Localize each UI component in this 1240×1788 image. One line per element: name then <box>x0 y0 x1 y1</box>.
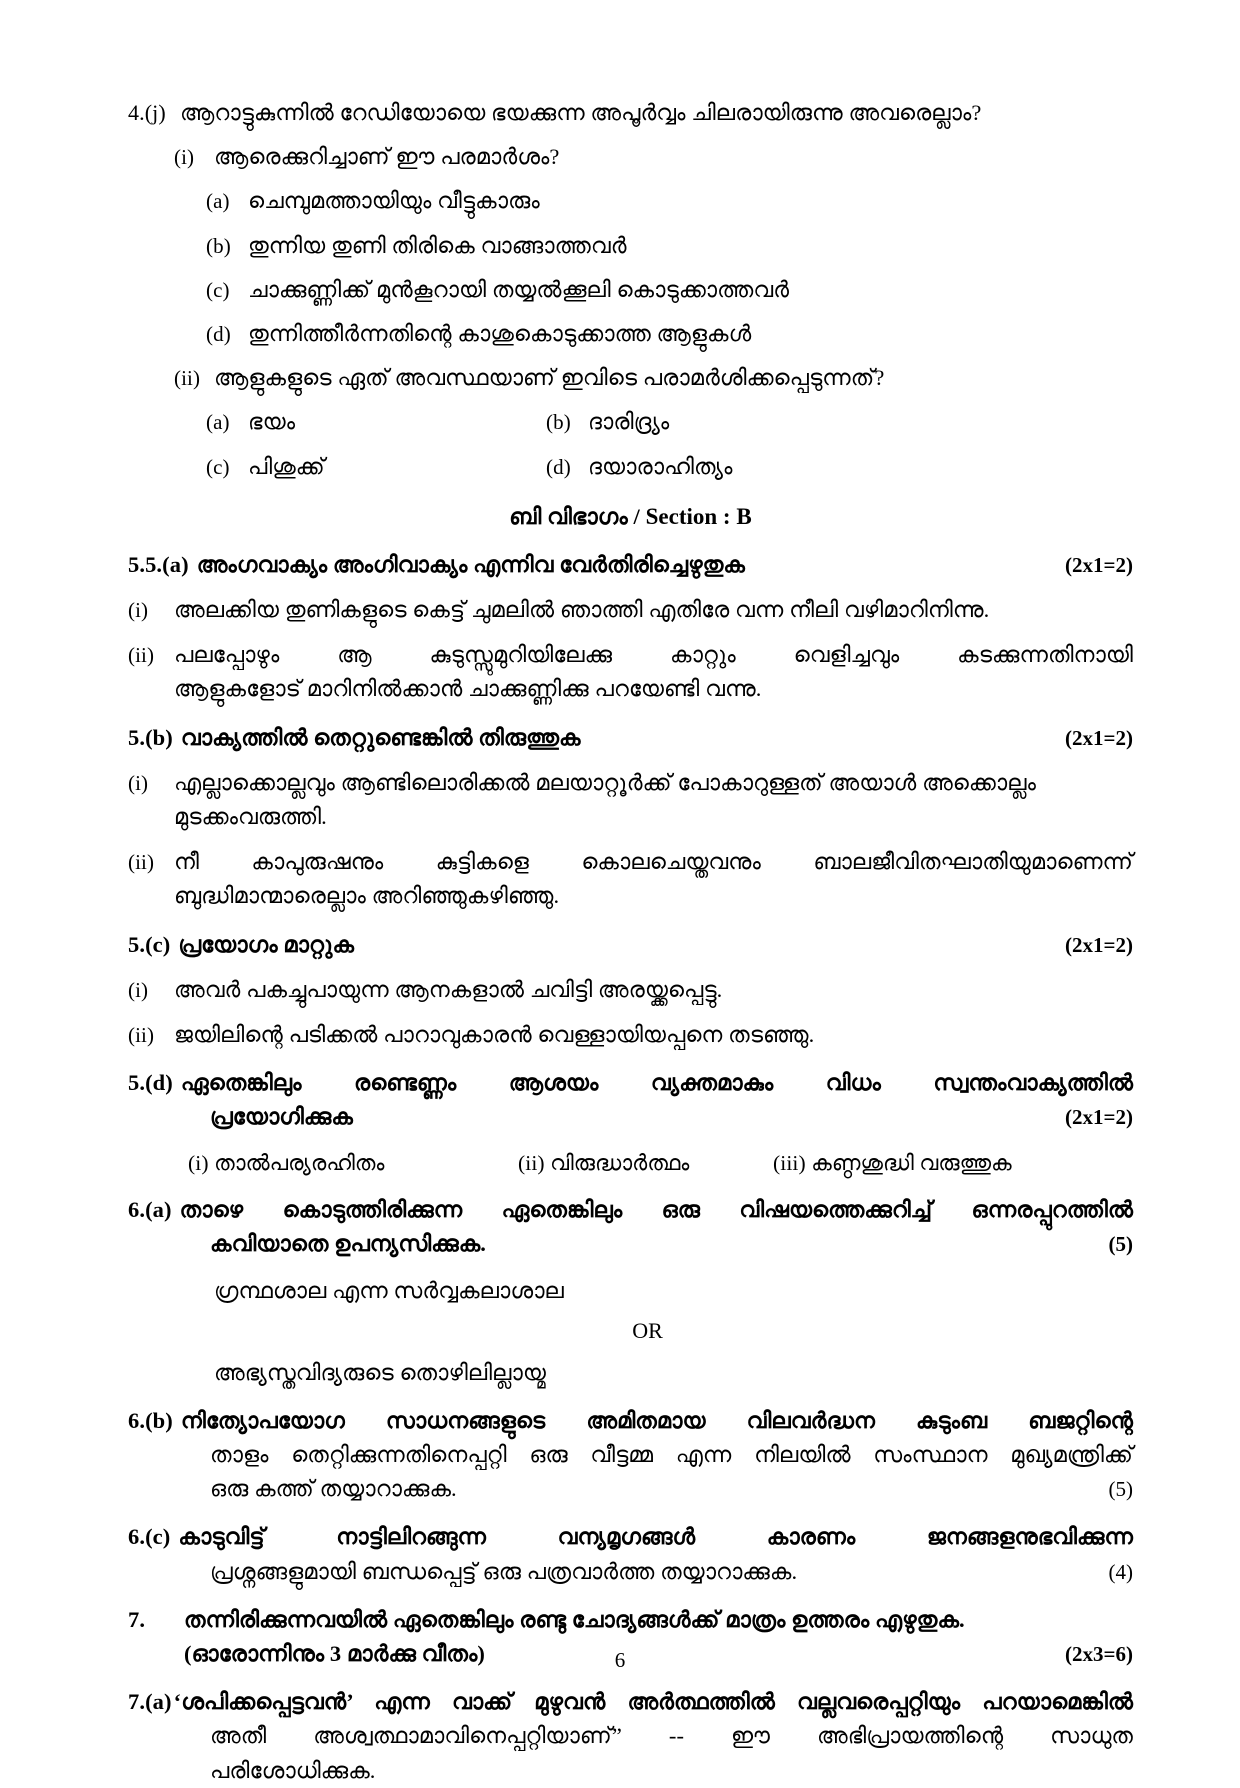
question-6b-line-1: നിത്യോപയോഗ സാധനങ്ങളുടെ അമിതമായ വിലവർദ്ധന കുടുംബ ബജറ്റിന്റെ <box>180 1407 1133 1433</box>
option-d-text: തുന്നിത്തീർന്നതിന്റെ കാശുകൊടുക്കാത്ത ആളുകൾ <box>248 320 752 346</box>
question-5b-title: വാക്യത്തിൽ തെറ്റുണ്ടെങ്കിൽ തിരുത്തുക <box>180 724 581 750</box>
question-6b-marks: (5) <box>1108 1477 1133 1502</box>
item-marker: (ii) <box>128 850 155 875</box>
question-6a-topic-2: അഭ്യസ്തവിദ്യരുടെ തൊഴിലില്ലായ്മ <box>214 1359 546 1385</box>
option-a-2-text: ഭയം <box>248 409 296 435</box>
question-5c-number: 5.(c) <box>128 931 171 957</box>
sub-ii-marker: (ii) <box>174 366 201 391</box>
question-6b-line-3-row <box>128 1472 1133 1506</box>
question-5d-heading <box>128 1066 1133 1100</box>
item-body <box>174 766 1133 834</box>
question-5b-number: 5.(b) <box>128 724 173 750</box>
question-5a-item-ii <box>128 638 1133 706</box>
question-5b-item-i <box>128 766 1133 834</box>
option-i-text: താൽപര്യരഹിതം <box>214 1150 385 1175</box>
question-6a-title-line1: താഴെ കൊടുത്തിരിക്കുന്ന ഏതെങ്കിലും ഒരു വിഷയത്തെക്കുറിച്ച് ഒന്നരപ്പുറത്തിൽ <box>179 1197 1133 1223</box>
option-ii-text: വിരുദ്ധാർത്ഥം <box>550 1150 690 1175</box>
question-7a-heading <box>128 1685 1133 1719</box>
question-5d-options <box>128 1147 1133 1180</box>
item-body <box>174 593 1133 627</box>
question-5b-marks: (2x1=2) <box>1065 725 1133 750</box>
sub-ii-text: ആളുകളുടെ ഏത് അവസ്ഥയാണ് ഇവിടെ പരാമർശിക്കപ്പെടുന്നത്? <box>214 365 885 391</box>
sub-i-marker: (i) <box>174 145 195 170</box>
option-i <box>188 1147 518 1180</box>
option-d-2 <box>546 450 733 484</box>
question-5c-item-i <box>128 973 1133 1007</box>
question-5d-heading-cont <box>128 1100 1133 1134</box>
question-6a-or-label: OR <box>632 1317 663 1343</box>
question-5a-number: 5.5.(a) <box>128 551 189 577</box>
question-6c-marks: (4) <box>1108 1559 1133 1584</box>
option-a-2 <box>206 405 546 439</box>
option-d-2-text: ദയാരാഹിത്യം <box>588 453 733 479</box>
question-6a-marks: (5) <box>1108 1232 1133 1257</box>
option-i-marker: (i) <box>188 1150 209 1175</box>
question-6a-heading <box>128 1193 1133 1227</box>
item-line: ബുദ്ധിമാന്മാരെല്ലാം അറിഞ്ഞുകഴിഞ്ഞു. <box>174 883 560 909</box>
option-ii <box>518 1147 773 1180</box>
question-7-title-line2: (ഓരോന്നിനും 3 മാർക്കു വീതം) <box>184 1641 485 1667</box>
question-7a-number: 7.(a) <box>128 1689 172 1715</box>
item-body <box>174 638 1133 706</box>
question-7a-line-3: പരിശോധിക്കുക. <box>210 1757 376 1783</box>
question-5d-marks: (2x1=2) <box>1065 1105 1133 1130</box>
item-marker: (i) <box>128 598 149 623</box>
question-4j-sub-ii <box>128 361 1179 395</box>
question-5b-item-ii <box>128 845 1133 913</box>
sub-i-text: ആരെക്കുറിച്ചാണ് ഈ പരമാർശം? <box>214 144 560 170</box>
question-6b-heading <box>128 1404 1133 1438</box>
question-5b-heading <box>128 721 1133 755</box>
option-b-marker: (b) <box>206 233 231 258</box>
item-marker: (i) <box>128 770 149 795</box>
option-c-2 <box>206 450 546 484</box>
option-b <box>128 229 1211 263</box>
option-c-marker: (c) <box>206 277 230 302</box>
item-line: അവർ പകച്ചുപായുന്ന ആനകളാൽ ചവിട്ടി അരയ്ക്കപ്പെട്ടു. <box>174 976 723 1002</box>
section-b-english: Section : B <box>645 503 752 529</box>
page-content <box>128 96 1133 1788</box>
option-c-text: ചാക്കുണ്ണിക്ക് മുൻകൂറായി തയ്യൽക്കൂലി കൊടുക്കാത്തവർ <box>248 276 790 302</box>
question-4j <box>128 96 1133 130</box>
question-6c-line-2: പ്രശ്നങ്ങളുമായി ബന്ധപ്പെട്ട് ഒരു പത്രവാർത്ത തയ്യാറാക്കുക. <box>210 1558 798 1584</box>
option-d-marker: (d) <box>206 321 231 346</box>
option-b-2-marker: (b) <box>546 410 571 435</box>
item-marker: (ii) <box>128 1022 155 1047</box>
item-marker: (ii) <box>128 643 155 668</box>
question-7-marks: (2x3=6) <box>1065 1642 1133 1667</box>
question-7-title-line1: തന്നിരിക്കുന്നവയിൽ ഏതെങ്കിലും രണ്ടു ചോദ്യങ്ങൾക്ക് മാത്രം ഉത്തരം എഴുതുക. <box>184 1606 965 1632</box>
question-6a-topic-1: ഗ്രന്ഥശാല എന്ന സർവ്വകലാശാല <box>214 1277 564 1303</box>
question-5a-heading <box>128 548 1133 582</box>
option-iii-marker: (iii) <box>773 1150 806 1175</box>
option-d-2-marker: (d) <box>546 454 571 479</box>
question-6a-title-line2: കവിയാതെ ഉപന്യസിക്കുക. <box>210 1231 487 1257</box>
item-body <box>174 973 1133 1007</box>
item-line: ആളുകളോട് മാറിനിൽക്കാൻ ചാക്കുണ്ണിക്കു പറയേണ്ടി വന്നു. <box>174 676 762 702</box>
question-6b-line-2: താളം തെറ്റിക്കുന്നതിനെപ്പറ്റി ഒരു വീട്ടമ്മ എന്ന നിലയിൽ സംസ്ഥാന മുഖ്യമന്ത്രിക്ക് <box>210 1442 1133 1468</box>
option-d <box>128 317 1211 351</box>
option-a-2-marker: (a) <box>206 410 230 435</box>
item-line: ജയിലിന്റെ പടിക്കൽ പാറാവുകാരൻ വെള്ളായിയപ്പനെ തടഞ്ഞു. <box>174 1021 815 1047</box>
item-line: പലപ്പോഴും ആ കുടുസ്സുമുറിയിലേക്കു കാറ്റും വെളിച്ചവും കടക്കുന്നതിനായി <box>174 642 1133 668</box>
question-5c-heading <box>128 928 1133 962</box>
question-7a-line-2-row <box>128 1719 1133 1753</box>
item-marker: (i) <box>128 977 149 1002</box>
item-line: മുടക്കംവരുത്തി. <box>174 804 327 829</box>
question-5c-title: പ്രയോഗം മാറ്റുക <box>178 931 355 957</box>
option-b-text: തുന്നിയ തുണി തിരികെ വാങ്ങാത്തവർ <box>248 232 627 258</box>
section-b-malayalam: ബി വിഭാഗം / <box>509 503 640 529</box>
option-a-text: ചെമ്പുമത്തായിയും വീട്ടുകാരും <box>248 188 540 214</box>
sub-ii-options-row-2 <box>128 450 1133 484</box>
question-7-heading <box>128 1603 1133 1637</box>
option-a <box>128 184 1211 218</box>
option-a-marker: (a) <box>206 189 230 214</box>
item-line: നീ കാപുരുഷനും കുട്ടികളെ കൊലചെയ്തവനും ബാലജീവിതഘാതിയുമാണെന്ന് <box>174 849 1133 875</box>
item-body <box>174 845 1133 913</box>
question-5d-title-line2: പ്രയോഗിക്കുക <box>210 1104 353 1130</box>
question-5c-marks: (2x1=2) <box>1065 932 1133 957</box>
option-b-2-text: ദാരിദ്ര്യം <box>588 409 670 435</box>
question-5a-title: അംഗവാക്യം അംഗിവാക്യം എന്നിവ വേർതിരിച്ചെഴുതുക <box>196 551 745 577</box>
question-5d-number: 5.(d) <box>128 1070 173 1096</box>
question-7a-line-2: അതീ അശ്വത്ഥാമാവിനെപ്പറ്റിയാണ്” -- ഈ അഭിപ്രായത്തിന്റെ സാധുത <box>210 1723 1133 1749</box>
question-4j-number: 4.(j) <box>128 100 166 125</box>
question-5a-marks: (2x1=2) <box>1065 552 1133 577</box>
option-iii <box>773 1147 1133 1180</box>
question-6c-line-1: കാടുവിട്ട് നാട്ടിലിറങ്ങുന്ന വന്യമൃഗങ്ങൾ കാരണം ജനങ്ങളനുഭവിക്കുന്ന <box>178 1524 1133 1550</box>
sub-ii-options-row-1 <box>128 405 1133 439</box>
option-c <box>128 273 1211 307</box>
option-ii-marker: (ii) <box>518 1150 545 1175</box>
question-6c-heading <box>128 1520 1133 1554</box>
question-4j-sub-i <box>128 140 1179 174</box>
question-6c-line-2-row <box>128 1555 1133 1589</box>
question-6c-number: 6.(c) <box>128 1524 171 1550</box>
question-5a-item-i <box>128 593 1133 627</box>
question-6a-number: 6.(a) <box>128 1197 172 1223</box>
question-7a-line-1: ‘ശപിക്കപ്പെട്ടവൻ’ എന്ന വാക്ക് മുഴുവൻ അർത്ഥത്തിൽ വല്ലവരെപ്പറ്റിയും പറയാമെങ്കിൽ <box>173 1689 1133 1715</box>
question-6a-heading-cont <box>128 1227 1133 1261</box>
item-line: അലക്കിയ തുണികളുടെ കെട്ട് ചുമലിൽ ഞാത്തി എതിരേ വന്ന നീലി വഴിമാറിനിന്നു. <box>174 597 990 623</box>
question-5d-title-line1: ഏതെങ്കിലും രണ്ടെണ്ണം ആശയം വ്യക്തമാകും വിധം സ്വന്തംവാക്യത്തിൽ <box>180 1070 1133 1096</box>
question-7-number: 7. <box>128 1606 146 1632</box>
question-6b-line-3: ഒരു കത്ത് തയ്യാറാക്കുക. <box>210 1476 457 1502</box>
option-b-2 <box>546 405 669 439</box>
question-6b-number: 6.(b) <box>128 1407 173 1433</box>
item-line: എല്ലാക്കൊല്ലവും ആണ്ടിലൊരിക്കൽ മലയാറ്റൂർക്ക് പോകാറുള്ളത് അയാൾ അക്കൊല്ലം <box>174 769 1036 795</box>
section-b-heading <box>128 500 1133 534</box>
question-6b-line-2-row <box>128 1438 1133 1472</box>
question-7a-line-3-row <box>128 1754 1133 1788</box>
option-iii-text: കണ്ഠശുദ്ധി വരുത്തുക <box>811 1150 1012 1175</box>
question-5c-item-ii <box>128 1018 1133 1052</box>
question-4j-stem: ആറാട്ടുകുന്നിൽ റേഡിയോയെ ഭയക്കുന്ന അപൂർവ്വം ചിലരായിരുന്നു അവരെല്ലാം? <box>180 100 982 125</box>
option-c-2-marker: (c) <box>206 454 230 479</box>
page-number: 6 <box>614 1648 626 1672</box>
item-body <box>174 1018 1133 1052</box>
option-c-2-text: പിശുക്ക് <box>248 453 325 479</box>
